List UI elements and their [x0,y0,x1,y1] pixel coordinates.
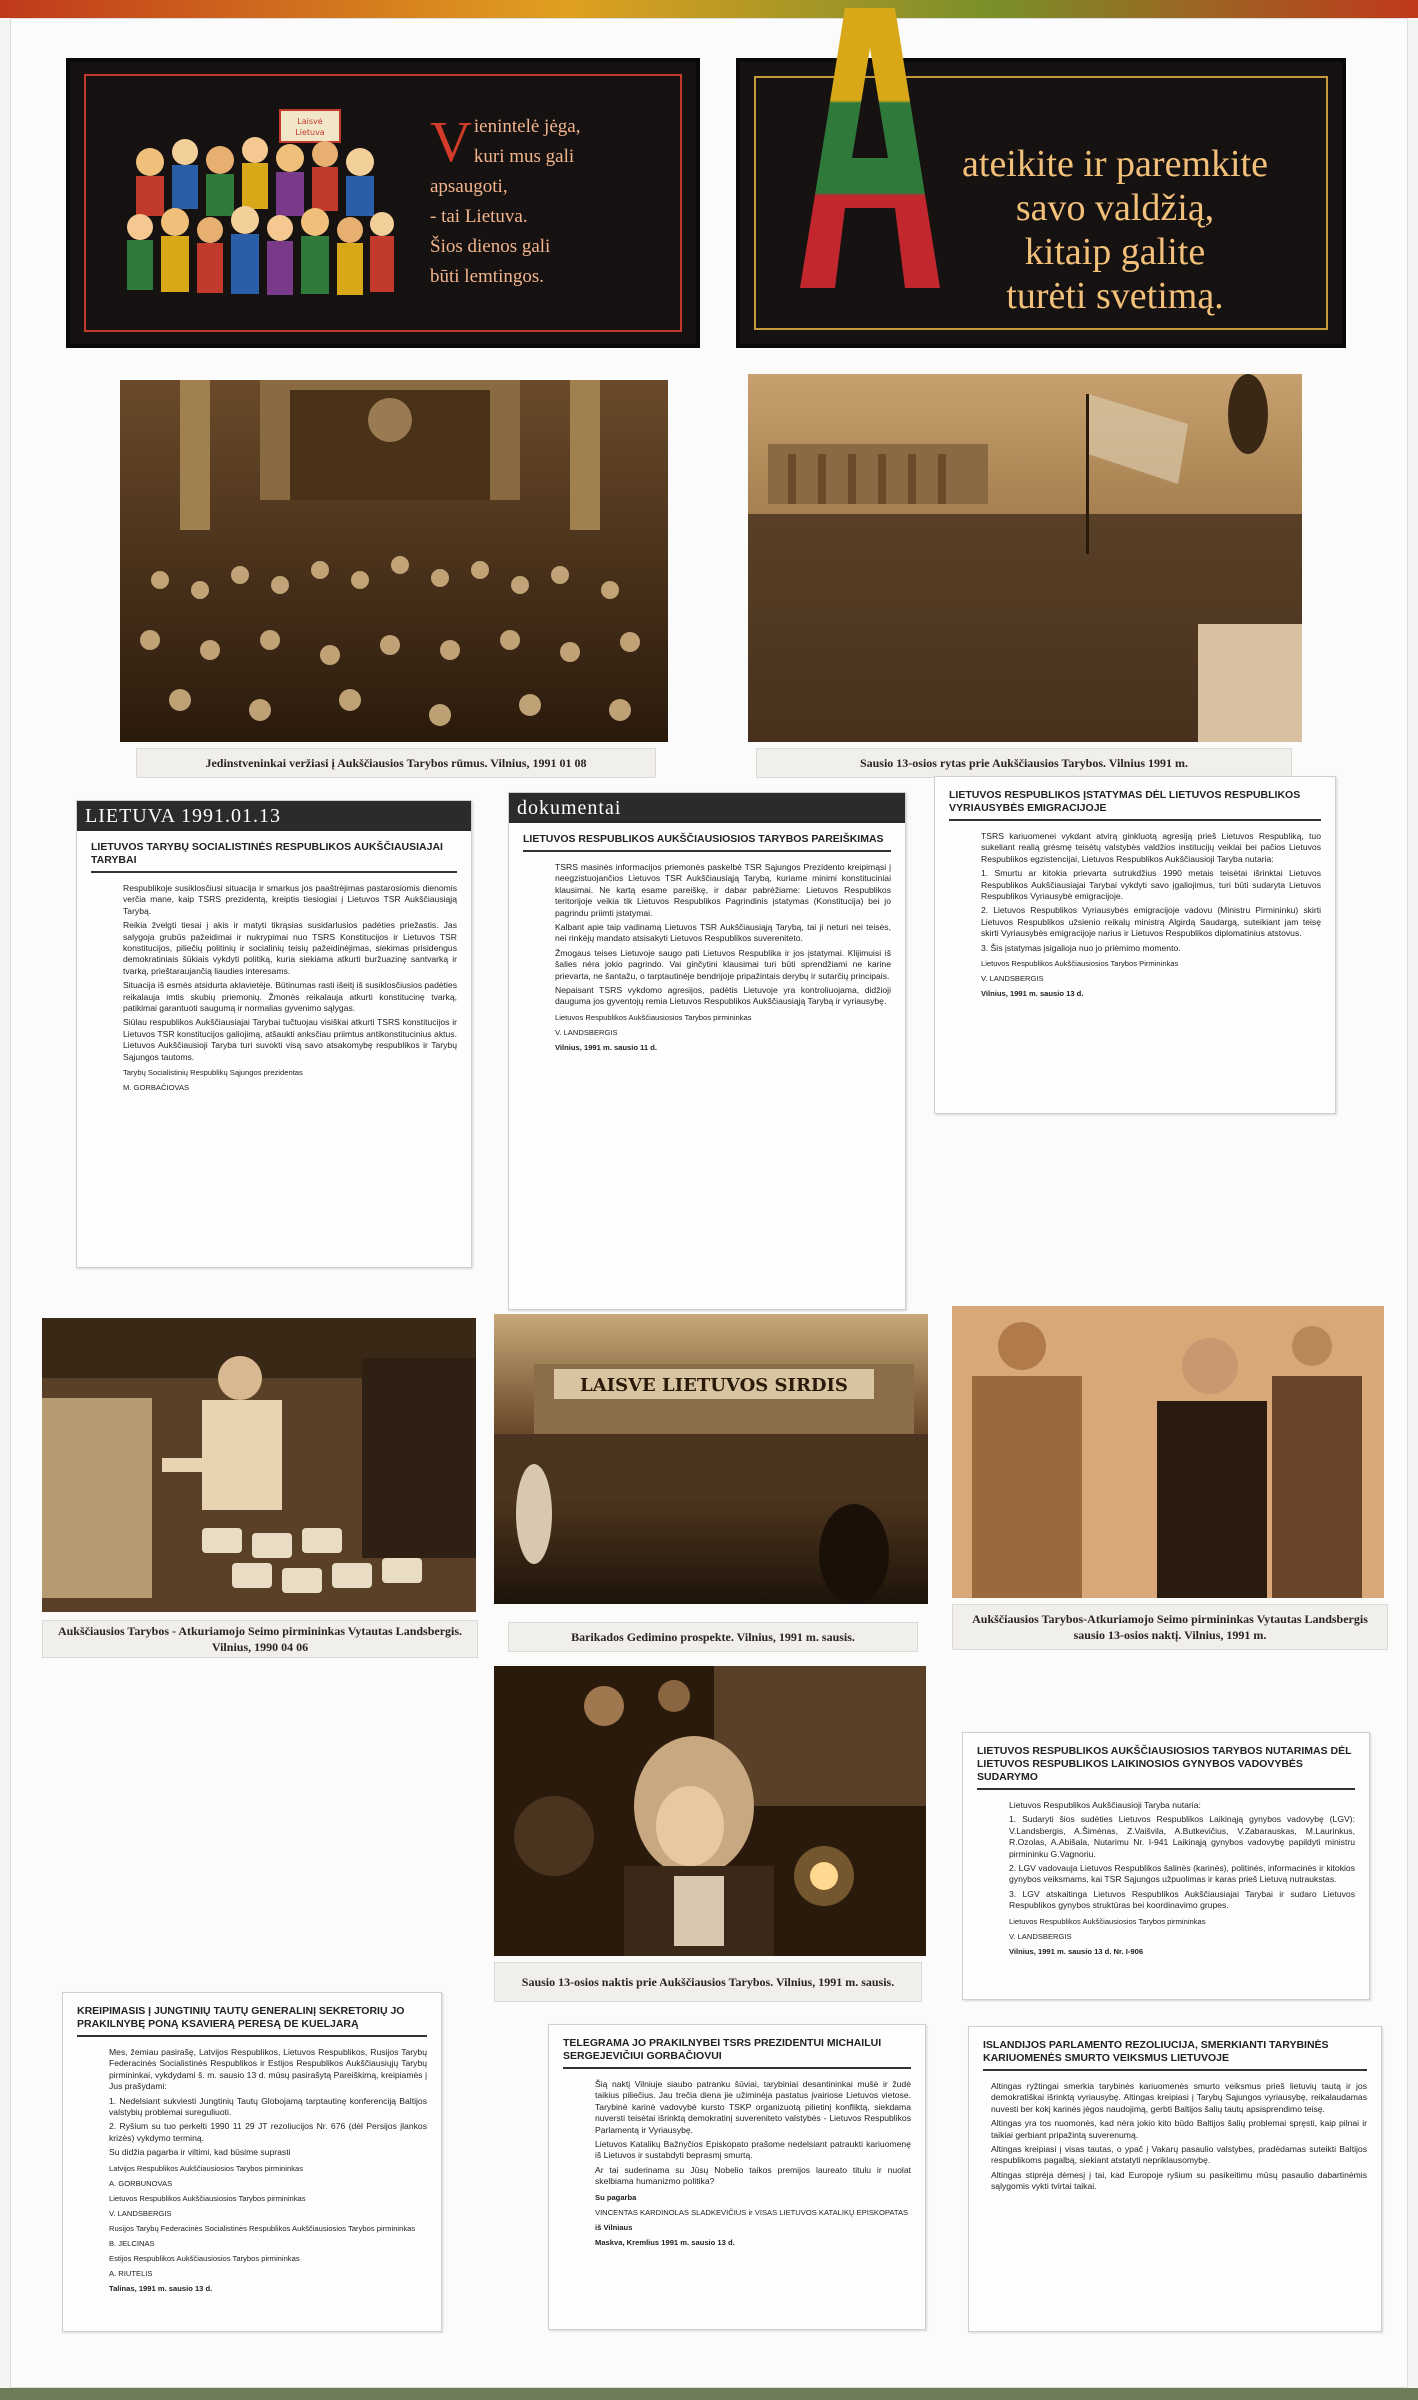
poster-slogan [920,142,1310,318]
slogan-line: apsaugoti, [430,176,508,197]
slogan-line: kuri mus gali [473,146,575,167]
document-header-band: LIETUVA 1991.01.13 [77,801,471,831]
document-title: KREIPIMASIS Į JUNGTINIŲ TAUTŲ GENERALINĮ SEKRETORIŲ JO PRAKILNYBĘ PONĄ KSAVIERĄ PERESĄ DE KUELJARĄ [77,2005,427,2037]
document-paragraph: 2. Lietuvos Respublikos Vyriausybės emigracijoje vadovu (Ministru Pirmininku) skirti Lietuvos Respublikos užsienio reikalų ministrą Algirdą Saudargą, suteikiant jam teisę skirti Vyriausybės emigracijoje narius ir Lietuvos Respublikos diplomatinius atstovus. [981,905,1321,939]
document-gorbachev-appeal [76,800,472,1268]
document-paragraph: Kalbant apie taip vadinamą Lietuvos TSR Aukščiausiąją Tarybą, tai ji neturi nei teisės, nei rinkėjų mandato atsisakyti Lietuvos Respublikos suvereniteto. [555,922,891,944]
document-body [77,2047,427,2294]
svg-text:Laisvė: Laisvė [297,117,323,126]
document-signature: Su pagarba [595,2192,637,2202]
photo-storming-parliament [120,380,668,742]
document-signature: B. JELCINAS [109,2238,155,2248]
document-signature: Lietuvos Respublikos Aukščiausiosios Tarybos pirmininkas [1009,1916,1206,1926]
document-paragraph: Lietuvos Respublikos Aukščiausioji Taryba nutaria: [1009,1800,1201,1810]
slogan-line: ienintelė jėga, [473,116,581,137]
slogan-line: savo valdžią, [1015,187,1215,229]
photo-caption: Sausio 13-osios rytas prie Aukščiausios Tarybos. Vilnius 1991 m. [756,748,1292,778]
barricade-banner-text: LAISVE LIETUVOS SIRDIS [580,1375,848,1396]
document-paragraph: 3. Šis įstatymas įsigalioja nuo jo priėmimo momento. [981,942,1181,953]
document-paragraph: 1. Sudaryti šios sudėties Lietuvos Respublikos Laikinąją gynybos vadovybę (LGV): V.Landsbergis, A.Šimėnas, Z.Vaišvila, A.Butkevičius, V.Zabarauskas, M.Laurinkus, R.Ozolas, A.Abišala, Nutarimu Nr. I-941 Laikinąją gynybos vadovybę papildyti ministru pirmininku G.Vagnoriu. [1009,1814,1355,1859]
document-title: LIETUVOS RESPUBLIKOS AUKŠČIAUSIOSIOS TARYBOS PAREIŠKIMAS [523,833,891,852]
photo-caption: Aukščiausios Tarybos-Atkuriamojo Seimo pirmininkas Vytautas Landsbergis sausio 13-osios naktį. Vilnius, 1991 m. [952,1604,1388,1650]
document-date: Vilnius, 1991 m. sausio 13 d. Nr. I-906 [1009,1946,1144,1956]
photo-caption: Jedinstveninkai veržiasi į Aukščiausios Tarybos rūmus. Vilnius, 1991 01 08 [136,748,656,778]
document-parliament-statement [508,792,906,1310]
document-paragraph: TSRS masinės informacijos priemonės paskelbė TSR Sąjungos Prezidento kreipimąsi į neegzistuojančios Lietuvos TSR Aukščiausiąją Tarybą, kuriame minimi konstituciniai klausimai. Ne kartą esame pareiškę, ir dabar pabrėžiame: Lietuvos Respublikos teritorijoje veikia tik Lietuvos Respublikos Pagrindinis įstatymas (Konstitucija) bei jo pagrindu priimti įstatymai. [555,862,891,918]
document-signature: Lietuvos Respublikos Aukščiausiosios Tarybos pirmininkas [109,2193,306,2203]
document-date: Vilnius, 1991 m. sausio 13 d. [981,989,1084,999]
document-signature: Tarybų Socialistinių Respublikų Sąjungos prezidentas [123,1068,303,1078]
document-paragraph: Žmogaus teises Lietuvoje saugo pati Lietuvos Respublika ir jos įstatymai. Klijimuisi iš šalies nėra jokio pagrindo. Vai ginčytini klausimai turi būti sprendžiami ne karine prievarta, ne šantažu, o tarptautinėje bendrijoje pripažintais derybų ir sutarčių principais. [555,947,891,981]
document-signature: M. GORBAČIOVAS [123,1083,190,1093]
document-paragraph: Mes, žemiau pasirašę, Latvijos Respublikos, Lietuvos Respublikos, Rusijos Tarybų Federacinės Socialistinės Respublikos ir Estijos Respublikos Aukščiausiųjų Tarybų pirmininkai, vykdydami š. m. sausio 13 d. mūsų pasirašytą Pareiškimą, kreipiamės į Jus prašydami: [109,2047,427,2092]
document-signature: Estijos Respublikos Aukščiausiosios Tarybos pirmininkas [109,2253,300,2263]
document-body [563,2079,911,2248]
document-title: ISLANDIJOS PARLAMENTO REZOLIUCIJA, SMERKIANTI TARYBINĖS KARIUOMENĖS SMURTO VEIKSMUS LIETUVOJE [983,2039,1367,2071]
photo-caption: Barikados Gedimino prospekte. Vilnius, 1991 m. sausis. [508,1622,918,1652]
poster-initial-v: V [430,109,472,174]
photo-caption: Sausio 13-osios naktis prie Aukščiausios Tarybos. Vilnius, 1991 m. sausis. [494,1962,922,2002]
photo-january-13-night-candles [494,1666,926,1956]
document-signature: V. LANDSBERGIS [981,974,1044,984]
top-color-strip [0,0,1418,18]
document-date: Vilnius, 1991 m. sausio 11 d. [555,1042,658,1052]
slogan-line: ateikite ir paremkite [962,143,1268,185]
document-signature: V. LANDSBERGIS [555,1027,618,1037]
document-paragraph: 1. Smurtu ar kitokia prievarta sutrukdžius 1990 metais teisėtai išrinktai Lietuvos Respublikos Aukščiausiajai Tarybai vykdyti savo įgaliojimus, turi būti sudaryta Lietuvos Respublikos Vyriausybė emigracijoje. [981,868,1321,902]
document-paragraph: 3. LGV atskaitinga Lietuvos Respublikos Aukščiausiajai Tarybai ir sudaro Lietuvos Respublikos gynybos struktūras bei koordinavimo grupes. [1009,1888,1355,1911]
document-date: Maskva, Kremlius 1991 m. sausio 13 d. [595,2237,735,2247]
document-paragraph: 2. LGV vadovauja Lietuvos Respublikos šalinės (karinės), politinės, informacinės ir kitokios gynybos veiksmams, kai TSR Sąjungos užpuolimas ir karas prieš Lietuvą nutraukstas. [1009,1863,1355,1885]
document-body [91,883,457,1093]
document-paragraph: Su didžia pagarba ir viltimi, kad būsime suprasti [109,2147,291,2158]
slogan-line: Šios dienos gali [430,236,551,257]
document-title: LIETUVOS RESPUBLIKOS ĮSTATYMAS DĖL LIETUVOS RESPUBLIKOS VYRIAUSYBĖS EMIGRACIJOJE [949,789,1321,821]
poster-vienintele-jega [66,58,700,348]
document-paragraph: 2. Ryšium su tuo perkelti 1990 11 29 JT rezoliucijos Nr. 676 (dėl Persijos įlankos krizės) vykdymo terminą. [109,2121,427,2143]
document-appeal-un-secretary-general [62,1992,442,2332]
document-signature: Rusijos Tarybų Federacinės Socialistinės Respublikos Aukščiausiosios Tarybos pirmininkas [109,2223,416,2233]
svg-text:Lietuva: Lietuva [295,128,325,137]
document-defense-leadership-resolution [962,1732,1370,2000]
document-telegram-gorbachev [548,2024,926,2330]
crowd-illustration [110,102,410,322]
photo-january-13-morning [748,374,1302,742]
slogan-line: - tai Lietuva. [430,206,528,227]
document-paragraph: Reikia žvelgti tiesai į akis ir matyti tikrąsias susidarlusios padėties priežastis. Jas salygoja grubūs pažeidimai ir nukrypimai nuo TSRS Konstitucijos ir Lietuvos TSR konstitucijos, piliečių politinių ir socialinių teisių pažeidinėjimas, siekimas prisidengus demokratiniais šūkiais vykdyti politiką, kuria siekiama atkurti buržuazinę santvarką ir tvarką, prieštaraujančią liaudies interesams. [123,920,457,976]
poster-ateikite [736,58,1346,348]
document-title: LIETUVOS TARYBŲ SOCIALISTINĖS RESPUBLIKOS AUKŠČIAUSIAJAI TARYBAI [91,841,457,873]
bottom-strip [0,2388,1418,2400]
document-body [523,862,891,1053]
document-iceland-parliament-resolution [968,2026,1382,2332]
photo-landsbergis-night [952,1306,1384,1598]
photo-barricades-gediminas [494,1314,928,1604]
document-header-band: dokumentai [509,793,905,823]
slogan-line: būti lemtingos. [430,266,544,287]
document-paragraph: Altingas kreipiasi į visas tautas, o ypač į Vakarų pasaulio valstybes, pradėdamas suteikti Baltijos respublikoms pagalbą, siekiant atstatyti nepriklausomybę. [991,2144,1367,2166]
slogan-line: kitaip galite [1024,231,1206,273]
document-title: TELEGRAMA JO PRAKILNYBEI TSRS PREZIDENTUI MICHAILUI SERGEJEVIČIUI GORBAČIOVUI [563,2037,911,2069]
photo-caption: Aukščiausios Tarybos - Atkuriamojo Seimo pirmininkas Vytautas Landsbergis. Vilnius, 1990 04 06 [42,1620,478,1658]
document-signature: V. LANDSBERGIS [109,2208,172,2218]
document-title: LIETUVOS RESPUBLIKOS AUKŠČIAUSIOSIOS TARYBOS NUTARIMAS DĖL LIETUVOS RESPUBLIKOS LAIKINOSIOS GYNYBOS VADOVYBĖS SUDARYMO [977,1745,1355,1790]
document-paragraph: Siūlau respublikos Aukščiausiajai Tarybai tučtuojau visiškai atkurti TSRS konstitucijos ir Lietuvos TSR konstitucijos galiojimą, atšaukti anksčiau priimtus antikonstitucinius aktus. Lietuvos Aukščiausioji Taryba turi suvokti visą savo atsakomybę respublikos ir Tarybų Sąjungos tautoms. [123,1017,457,1062]
document-signature: Latvijos Respublikos Aukščiausiosios Tarybos pirmininkas [109,2163,304,2173]
document-government-in-exile-law [934,776,1336,1114]
document-paragraph: Ar tai suderinama su Jūsų Nobelio taikos premijos laureato titulu ir nuolat skelbiama humanizmo politika? [595,2164,911,2187]
document-body [949,831,1321,999]
document-paragraph: Nepaisant TSRS vykdomo agresijos, padėtis Lietuvoje yra kontroliuojama, didžioji dauguma jos gyventojų remia Lietuvos Respublikos Aukščiausiąją Tarybą ir vyriausybę. [555,985,891,1007]
document-paragraph: Šią naktį Vilniuje siaubo patranku šūviai, tarybiniai desantininkai mušė ir žudė taikius piliečius. Jau trečia diena jie užiminėja pastatus įvairiose Lietuvos vietose. Tarybinė karinė vadovybė kursto TSKP organizuotą pilietinį konfliktą, siekdama nuversti teisėtai išrinktą demokratinį suvereniteto valstybės - Lietuvos Respublikos Parlamentą ir Vyriausybę. [595,2079,911,2135]
document-signature: A. GORBUNOVAS [109,2178,173,2188]
document-paragraph: Altingas yra tos nuomonės, kad nėra jokio kito būdo Baltijos šalių problemai spręsti, kaip pilnai ir taikiai gerbiant pripažintą suverenumą. [991,2118,1367,2140]
poster-slogan [430,109,660,292]
document-paragraph: Altingas stiprėja dėmesį į tai, kad Europoje ryšium su pasikeitimu mūsų pasaulio dabartinėmis sąlygomis vykti tvirtai taikai. [991,2169,1367,2192]
document-paragraph: 1. Nedelsiant sukviesti Jungtinių Tautų Globojamą tarptautinę konferenciją Baltijos valstybių problemai sureguliuoti. [109,2095,427,2118]
document-body [977,1800,1355,1957]
document-paragraph: Lietuvos Katalikų Bažnyčios Episkopato prašome nedelsiant patraukti kariuomenę iš Lietuvos ir sustabdyti beprasmį smurtą. [595,2139,911,2161]
document-paragraph: Altingas ryžtingai smerkia tarybinės kariuomenės smurto veiksmus prieš lietuvių tautą ir jos demokratiškai išrinktą vyriausybę. Altingas kreipiasi į Tarybų Sąjungos vyriausybę, reikalaudamas nuvesti ber kokį karinės jėgos naudojimą, gerbti Baltijos šalių tautų apsisprendimo teisę. [991,2081,1367,2114]
document-body [983,2081,1367,2193]
document-paragraph: Respublikoje susiklosčiusi situacija ir smarkus jos paaštrėjimas pastarosiomis dienomis verčia mane, kaip TSRS prezidentą, kreiptis tiesiogiai į Lietuvos TSR Aukščiausiąją Tarybą. [123,883,457,916]
document-paragraph: TSRS kariuomenei vykdant atvirą ginkluotą agresiją prieš Lietuvos Respubliką, tuo sukeliant realią grėsmę teisėtų valstybės valdžios institucijų veiklai bei pačios Lietuvos Respublikos egzistencijai, Lietuvos Respublikos Aukščiausioji Taryba nutaria: [981,831,1321,864]
document-signature: Lietuvos Respublikos Aukščiausiosios Tarybos pirmininkas [555,1012,752,1022]
tricolor-letter-a [790,8,940,308]
document-signature: iš Vilniaus [595,2222,633,2232]
document-signature: V. LANDSBERGIS [1009,1931,1072,1941]
document-date: Talinas, 1991 m. sausio 13 d. [109,2283,213,2293]
document-signature: A. RIUTELIS [109,2268,153,2278]
document-paragraph: Situacija iš esmės atsidurta aklavietėje. Būtinumas rasti išeitį iš susiklosčiusios padėties reikalauja imtis skubių priemonių. Žmonės reikalauja atkurti konstitucinę tvarką, patikimai garantuoti saugumą ir normalias gyvenimo sąlygas. [123,980,457,1014]
document-signature: Lietuvos Respublikos Aukščiausiosios Tarybos Pirmininkas [981,959,1179,969]
photo-landsbergis-phones [42,1318,476,1612]
slogan-line: turėti svetimą. [1006,275,1224,317]
document-signature: VINCENTAS KARDINOLAS SLADKEVIČIUS ir VISAS LIETUVOS KATALIKŲ EPISKOPATAS [595,2207,909,2217]
